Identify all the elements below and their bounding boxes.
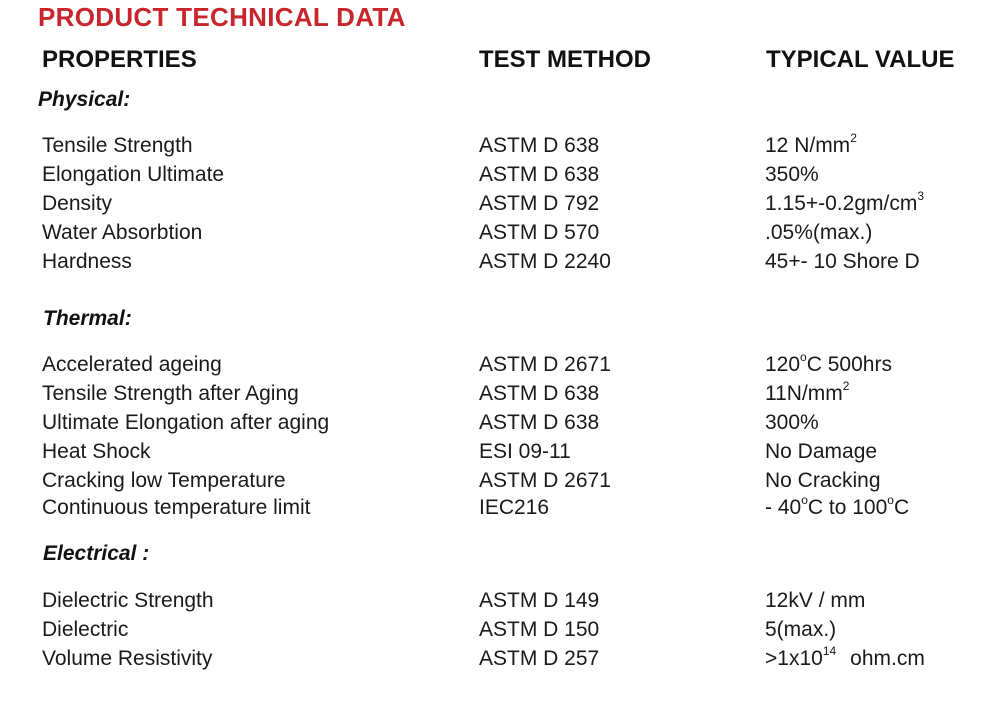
typical-value: No Cracking (765, 469, 881, 492)
table-row (0, 219, 988, 247)
property-name: Elongation Ultimate (42, 163, 225, 186)
test-method-header: TEST METHOD (479, 46, 651, 73)
table-row (0, 494, 988, 522)
typical-value: .05%(max.) (765, 221, 873, 244)
property-name: Hardness (42, 250, 132, 273)
property-name: Volume Resistivity (42, 647, 213, 670)
test-method: ASTM D 792 (479, 192, 600, 215)
table-row (0, 438, 988, 466)
typical-value: 45+- 10 Shore D (765, 250, 920, 273)
property-name: Cracking low Temperature (42, 469, 286, 492)
test-method: ASTM D 638 (479, 411, 600, 434)
table-row (0, 645, 988, 673)
property-name: Dielectric (42, 618, 129, 641)
table-row (0, 351, 988, 379)
table-row (0, 467, 988, 495)
typical-value-header: TYPICAL VALUE (766, 46, 955, 73)
typical-value: 350% (765, 163, 819, 186)
typical-value: $1.15+-0.2gm/cm^3$ (765, 189, 925, 215)
test-method: ASTM D 2671 (479, 469, 611, 492)
test-method: ASTM D 150 (479, 618, 600, 641)
typical-value: 120$^o$C 500hrs (765, 350, 892, 376)
test-method: IEC216 (479, 496, 550, 519)
test-method: ASTM D 570 (479, 221, 600, 244)
section-thermal-label: Thermal: (43, 307, 132, 330)
table-row (0, 409, 988, 437)
typical-value: 300% (765, 411, 819, 434)
property-name: Heat Shock (42, 440, 151, 463)
test-method: ASTM D 149 (479, 589, 600, 612)
test-method: ESI 09-11 (479, 440, 571, 463)
property-name: Ultimate Elongation after aging (42, 411, 330, 434)
section-electrical-label: Electrical : (43, 542, 150, 565)
table-row (0, 161, 988, 189)
table-row (0, 380, 988, 408)
typical-value: - 40$^o$C to 100$^o$C (765, 493, 910, 519)
test-method: ASTM D 638 (479, 382, 600, 405)
property-name: Continuous temperature limit (42, 496, 311, 519)
test-method: ASTM D 257 (479, 647, 600, 670)
test-method: ASTM D 638 (479, 163, 600, 186)
property-name: Tensile Strength after Aging (42, 382, 299, 405)
typical-value: 12 $N/mm^2$ (765, 131, 857, 157)
test-method: ASTM D 638 (479, 134, 600, 157)
properties-header: PROPERTIES (42, 46, 197, 73)
table-row (0, 248, 988, 276)
property-name: Water Absorbtion (42, 221, 203, 244)
property-name: Density (42, 192, 113, 215)
test-method: ASTM D 2671 (479, 353, 611, 376)
table-row (0, 132, 988, 160)
property-name: Dielectric Strength (42, 589, 214, 612)
typical-value: $>1x10^{14}$ ohm.cm (765, 644, 925, 670)
page-title: PRODUCT TECHNICAL DATA (38, 2, 406, 32)
typical-value: $11N/mm^2$ (765, 379, 850, 405)
property-name: Accelerated ageing (42, 353, 222, 376)
test-method: ASTM D 2240 (479, 250, 611, 273)
typical-value: 5(max.) (765, 618, 837, 641)
table-row (0, 616, 988, 644)
property-name: Tensile Strength (42, 134, 193, 157)
typical-value: 12kV / mm (765, 589, 866, 612)
section-physical-label: Physical: (38, 88, 131, 111)
typical-value: No Damage (765, 440, 878, 463)
table-row (0, 190, 988, 218)
table-row (0, 587, 988, 615)
